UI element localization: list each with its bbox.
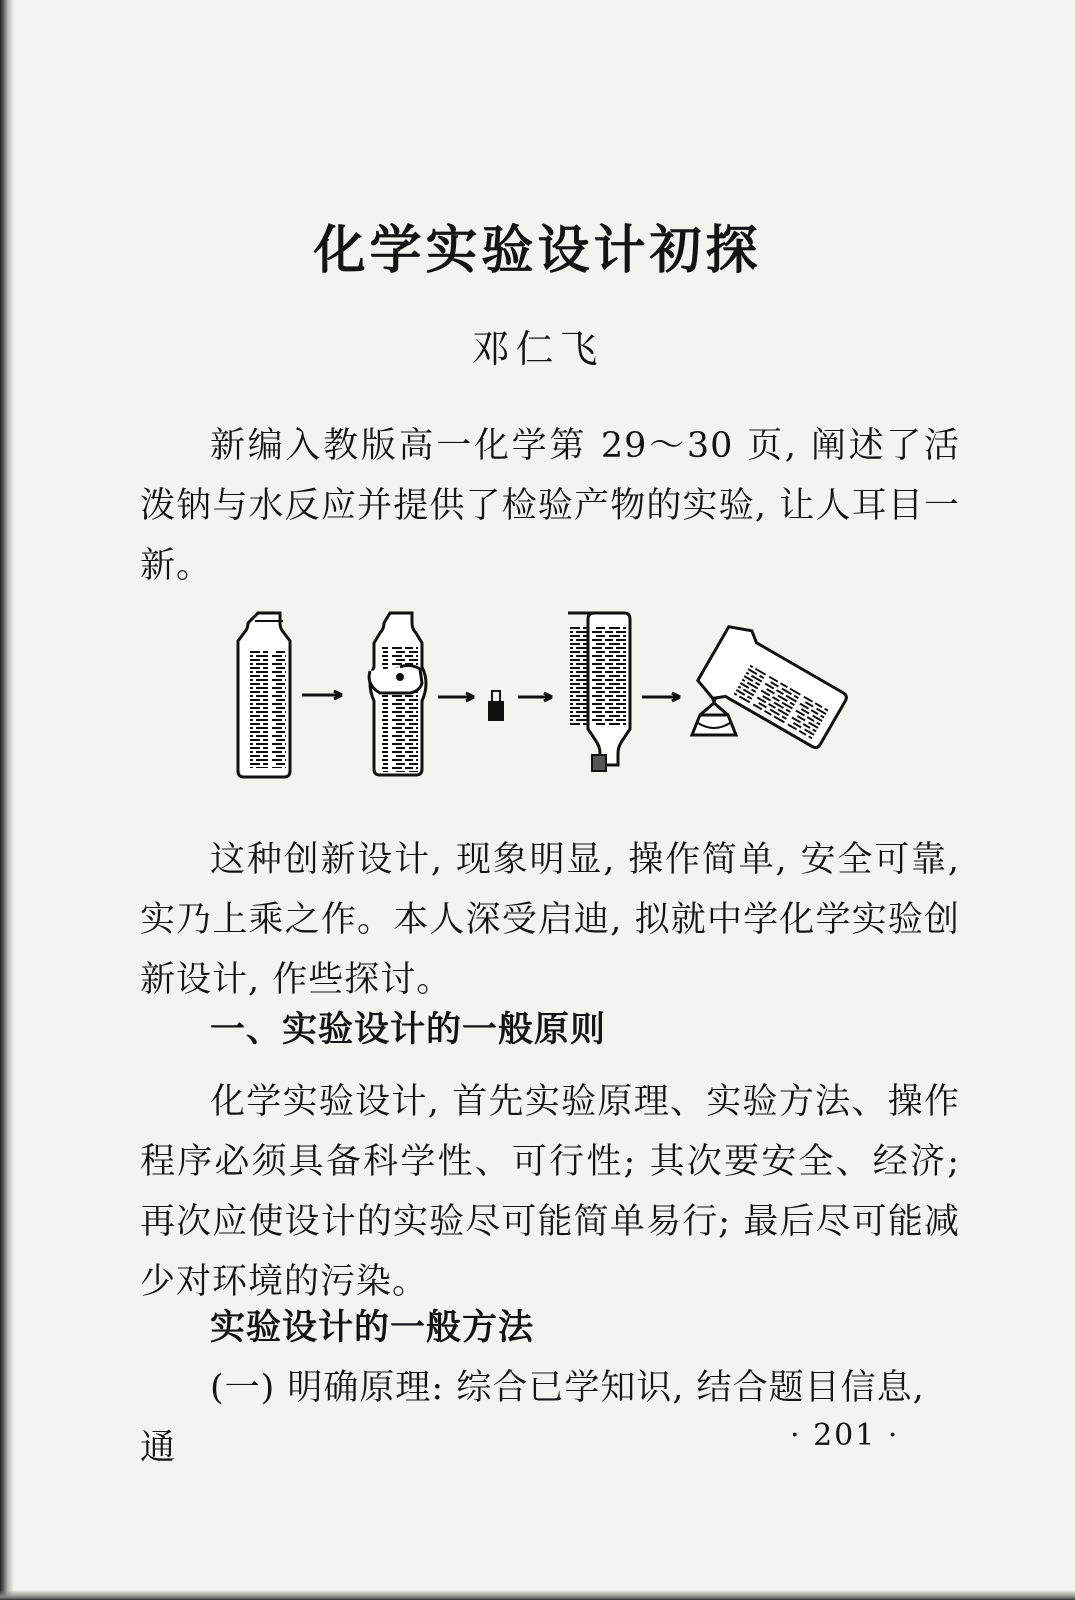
page-number: · 201 · (790, 1418, 900, 1453)
paragraph-methods: (一) 明确原理: 综合已学知识, 结合题目信息, 通 (140, 1368, 925, 1468)
sodium-weight-icon (488, 691, 504, 721)
arrow-icon (302, 691, 342, 699)
paragraph-intro: 新编入教版高一化学第 29～30 页, 阐述了活泼钠与水反应并提供了检验产物的实验, 让人耳目一新。 (140, 426, 960, 586)
article-author: 邓仁飞 (471, 327, 604, 371)
inverted-bottle-icon (568, 613, 630, 771)
squeezed-bottle-icon (369, 613, 426, 775)
section-heading-methods: 实验设计的一般方法 (210, 1307, 535, 1348)
arrow-icon (518, 693, 552, 701)
arrow-icon (642, 693, 680, 701)
paragraph-principles: 化学实验设计, 首先实验原理、实验方法、操作程序必须具备科学性、可行性; 其次要安全、经济; 再次应使设计的实验尽可能简单易行; 最后尽可能减少对环境的污染。 (140, 1082, 960, 1302)
paragraph-innovation: 这种创新设计, 现象明显, 操作简单, 安全可靠, 实乃上乘之作。本人深受启迪, 拟就中学化学实验创新设计, 作些探讨。 (140, 840, 960, 1000)
water-bottle-icon (238, 613, 290, 777)
arrow-icon (438, 693, 474, 701)
article-title: 化学实验设计初探 (313, 220, 762, 281)
scan-bottom-edge (0, 1590, 1075, 1600)
section-heading-principles: 一、实验设计的一般原则 (210, 1009, 607, 1050)
experiment-illustration (230, 605, 860, 780)
